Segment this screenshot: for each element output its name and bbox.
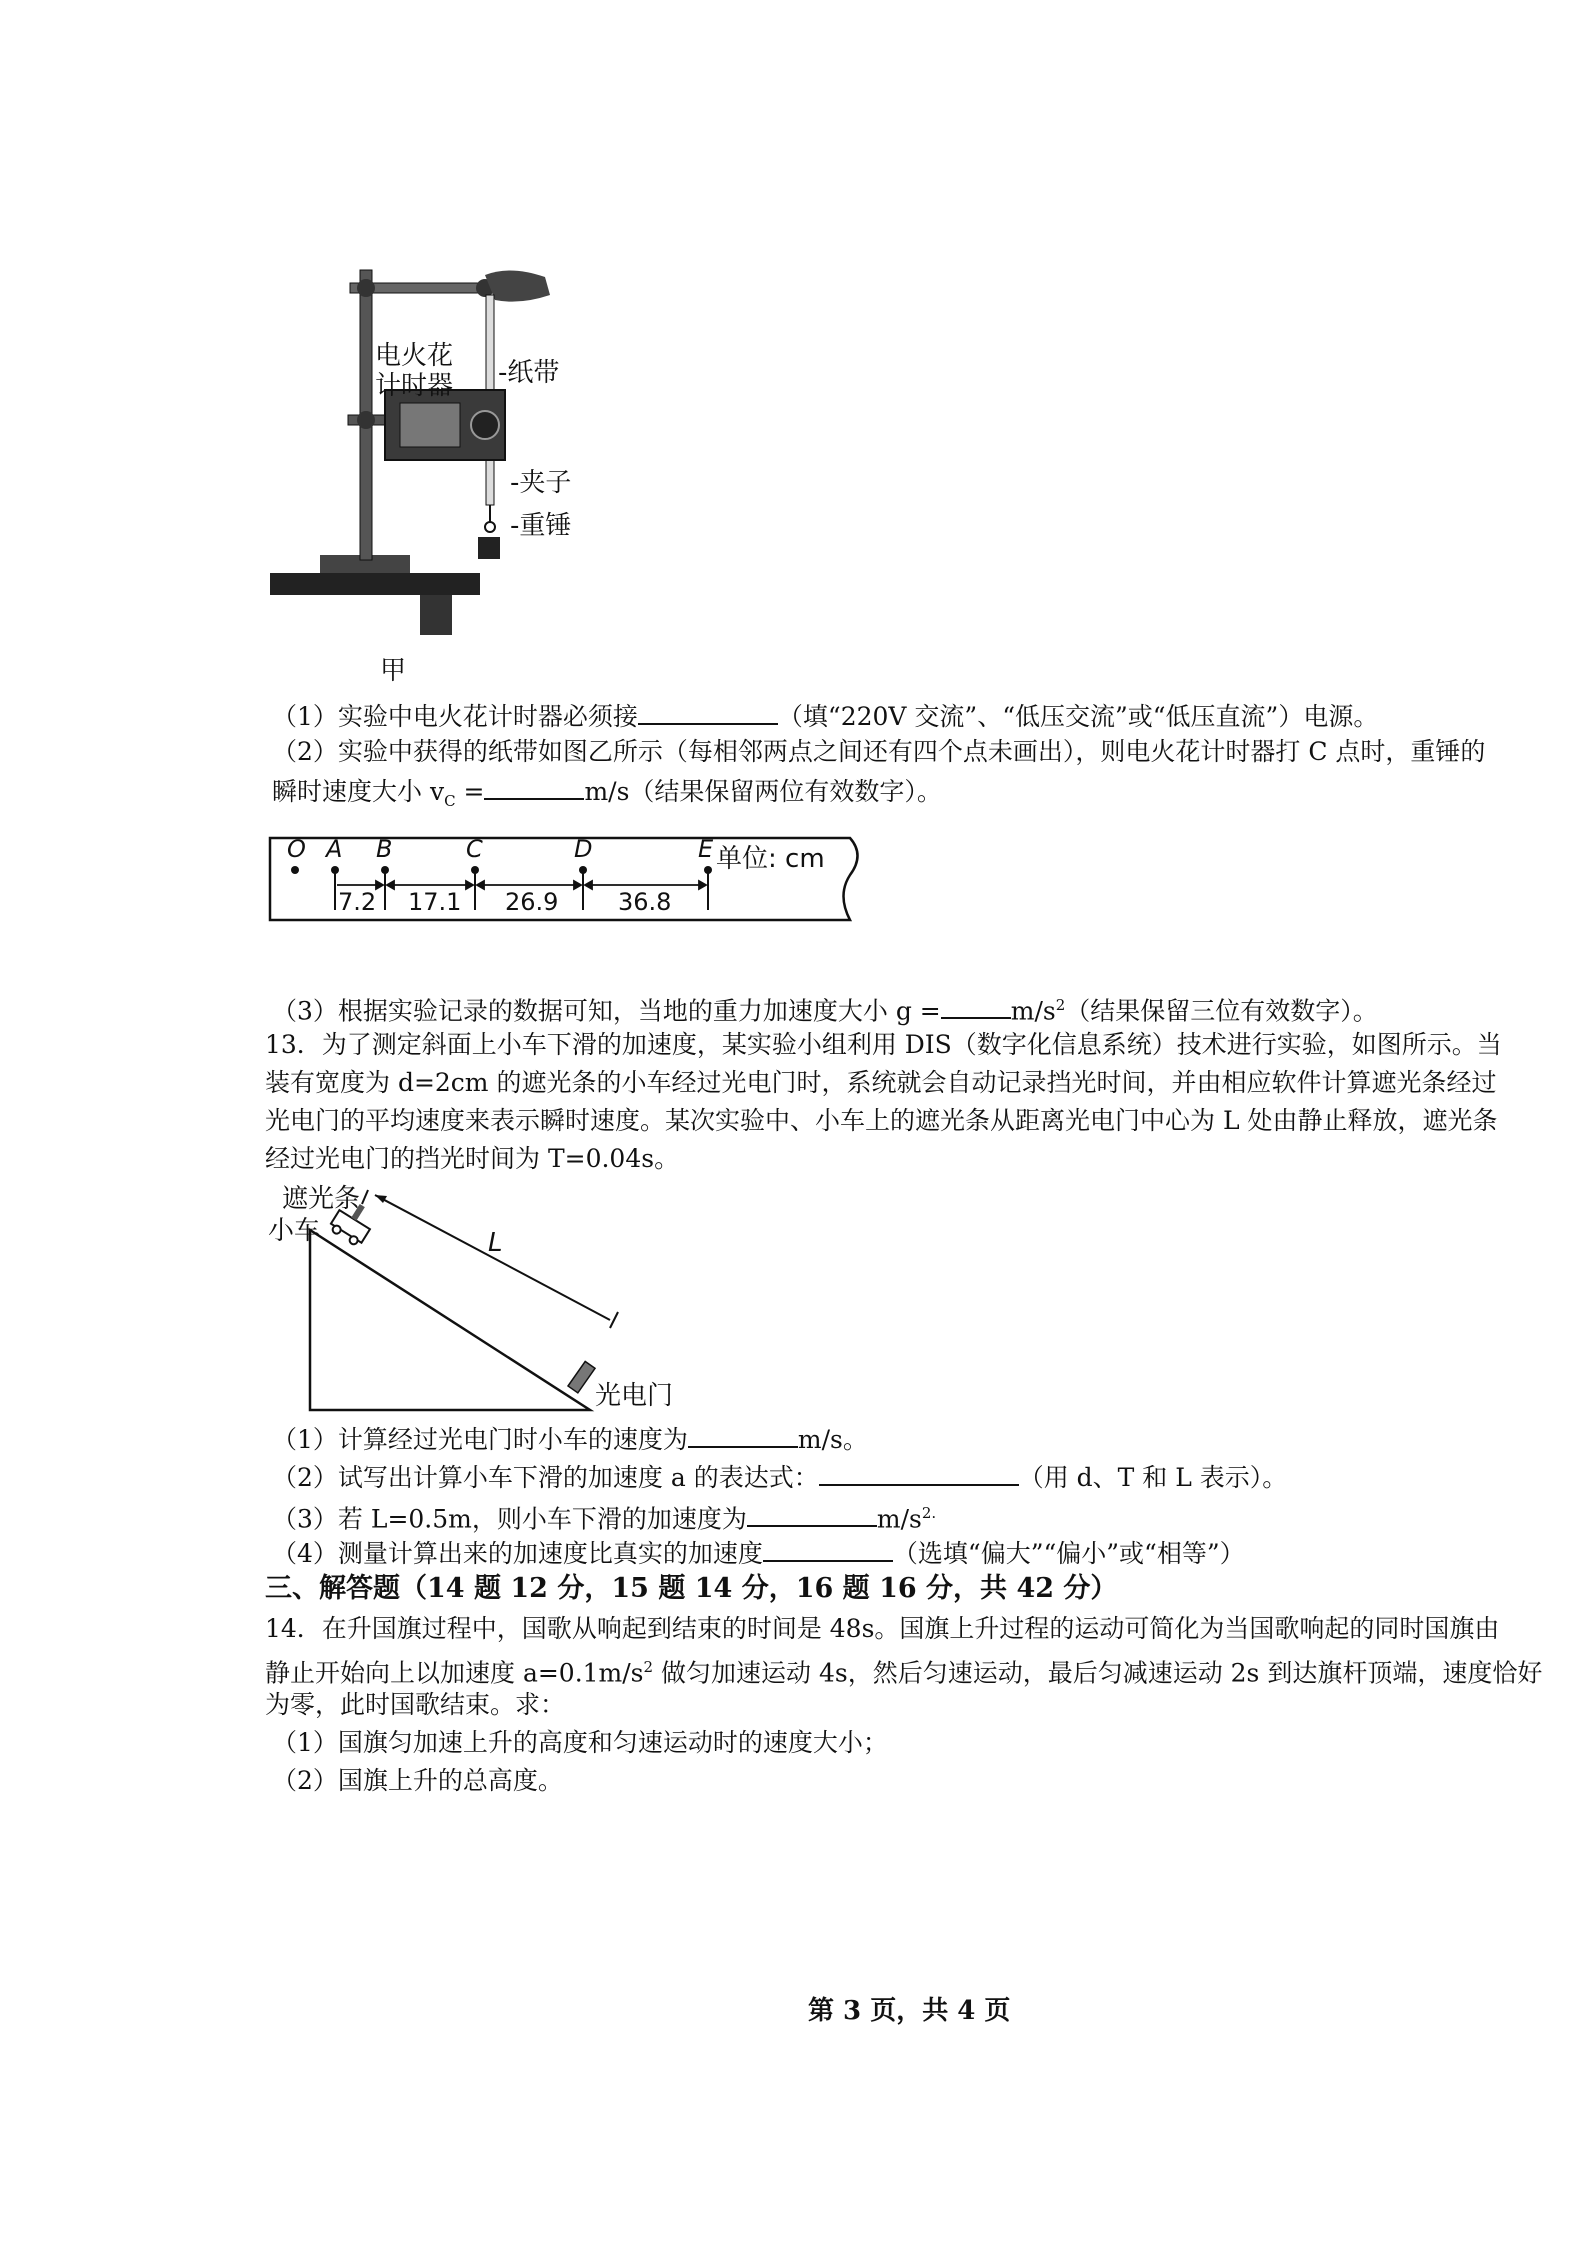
figure-spark-timer-apparatus <box>260 255 580 635</box>
table-top <box>270 573 480 595</box>
weight-label: -重锤 <box>510 511 572 541</box>
incline-plane <box>310 1230 590 1410</box>
q13-sub1: （1）计算经过光电门时小车的速度为 m/s。 <box>272 1420 868 1457</box>
hand-icon <box>485 270 550 301</box>
tape-segment-bc: 17.1 <box>408 888 462 916</box>
tape-segment-cd: 26.9 <box>505 888 559 916</box>
figure-caption-jia: 甲 <box>380 656 407 686</box>
page-footer: 第 3 页，共 4 页 <box>808 1996 1011 2026</box>
q13-intro-line1: 13．为了测定斜面上小车下滑的加速度，某实验小组利用 DIS（数字化信息系统）技术进行实验，如图所示。当 <box>265 1030 1502 1059</box>
q12-part2-line2: 瞬时速度大小 $v_C = m/s$（结果保留两位有效数字）。 <box>272 772 942 818</box>
tape-label-a: A <box>326 835 343 863</box>
tape-segment-de: 36.8 <box>618 888 672 916</box>
q14-line2: 静止开始向上以加速度 $a=0.1m/s^2$ 做匀加速运动 4s，然后匀速运动，最后匀减速运动 2s 到达旗杆顶端，速度恰好 <box>265 1658 1543 1688</box>
q13-sub4: （4）测量计算出来的加速度比真实的加速度 （选填“偏大”“偏小”或“相等”） <box>272 1534 1245 1571</box>
tape-label-o: O <box>287 835 306 863</box>
tape-segment-ab: 7.2 <box>338 888 377 916</box>
fig-label-shade-strip: 遮光条 <box>282 1184 361 1214</box>
photogate-icon <box>568 1361 595 1392</box>
q12-part3: （3）根据实验记录的数据可知，当地的重力加速度大小 $g = m/s^2$（结果保留三位有效数字）。 <box>272 988 1378 1028</box>
q13-s3-blank[interactable] <box>747 1499 877 1527</box>
timer-label-line2: 计时器 <box>375 371 454 401</box>
q12-part2-line1: （2）实验中获得的纸带如图乙所示（每相邻两点之间还有四个点未画出），则电火花计时器打 C 点时，重锤的 <box>272 737 1486 766</box>
q13-s4-blank[interactable] <box>763 1534 893 1562</box>
q13-sub2: （2）试写出计算小车下滑的加速度 a 的表达式： （用 d、T 和 L 表示）。 <box>272 1458 1287 1495</box>
clip-label: -夹子 <box>510 468 572 498</box>
timer-label-line1: 电火花 <box>375 341 454 371</box>
tape-point-o <box>291 866 299 874</box>
q14-sub1: （1）国旗匀加速上升的高度和匀速运动时的速度大小； <box>272 1728 888 1757</box>
q14-sub2: （2）国旗上升的总高度。 <box>272 1766 563 1795</box>
tape-label-c: C <box>466 835 483 863</box>
q13-intro-line4: 经过光电门的挡光时间为 T=0.04s。 <box>265 1144 680 1173</box>
fig-label-L: L <box>488 1228 503 1258</box>
q13-sub3: （3）若 L=0.5m，则小车下滑的加速度为 $m/s^{2.}$ <box>272 1496 936 1536</box>
section3-heading: 三、解答题（14 题 12 分，15 题 14 分，16 题 16 分，共 42 分） <box>265 1573 1118 1604</box>
q14-line1: 14．在升国旗过程中，国歌从响起到结束的时间是 48s。国旗上升过程的运动可简化为当国歌响起的同时国旗由 <box>265 1614 1500 1643</box>
table-leg <box>420 595 452 635</box>
tape-unit-label: 单位: cm <box>716 844 825 874</box>
q13-s2-blank[interactable] <box>819 1458 1019 1486</box>
q13-intro-line3: 光电门的平均速度来表示瞬时速度。某次实验中、小车上的遮光条从距离光电门中心为 L 处由静止释放，遮光条 <box>265 1106 1498 1135</box>
fig-label-photogate: 光电门 <box>595 1381 674 1411</box>
q12-p1-blank[interactable] <box>638 697 778 725</box>
q14-line3: 为零，此时国歌结束。求： <box>265 1690 566 1719</box>
fig-label-cart: 小车 <box>268 1216 321 1246</box>
q12-part1: （1）实验中电火花计时器必须接 （填“220V 交流”、“低压交流”或“低压直流”）电源。 <box>272 697 1378 734</box>
tape-label-b: B <box>376 835 393 863</box>
q12-p2-blank[interactable] <box>484 772 584 800</box>
q13-s1-blank[interactable] <box>688 1420 798 1448</box>
tape-label-d: D <box>574 835 593 863</box>
tape-label: -纸带 <box>498 358 560 388</box>
heavy-weight <box>478 537 500 559</box>
q12-p3-blank[interactable] <box>941 991 1011 1019</box>
tape-label-e: E <box>698 835 714 863</box>
q13-intro-line2: 装有宽度为 d=2cm 的遮光条的小车经过光电门时，系统就会自动记录挡光时间，并由相应软件计算遮光条经过 <box>265 1068 1497 1097</box>
